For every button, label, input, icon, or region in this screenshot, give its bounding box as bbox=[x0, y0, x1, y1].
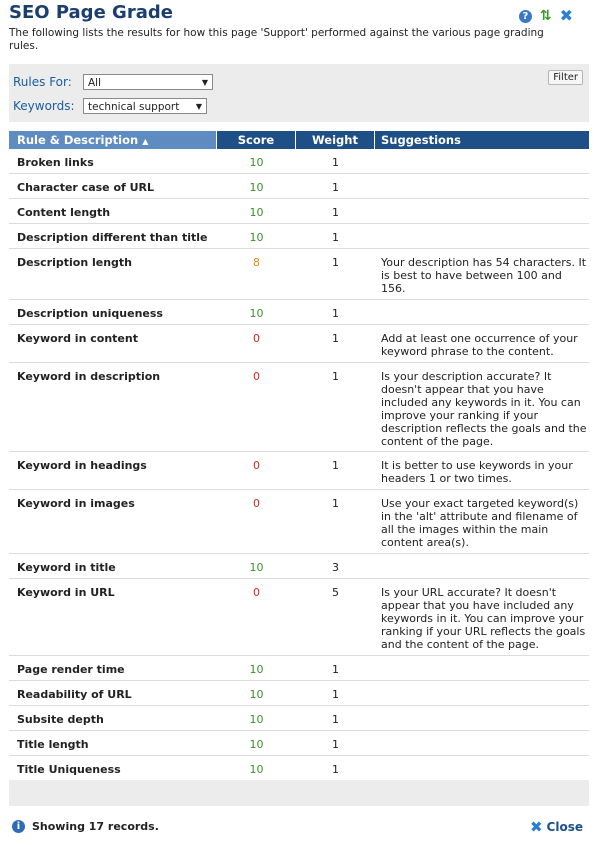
rule-cell: Readability of URL bbox=[17, 688, 132, 701]
score-cell: 0 bbox=[253, 370, 260, 383]
keywords-select[interactable] bbox=[83, 98, 207, 114]
chevron-down-icon: ▼ bbox=[201, 78, 208, 87]
suggestion-cell bbox=[375, 706, 589, 730]
rules-for-value: All bbox=[88, 77, 102, 89]
column-header-suggestions[interactable]: Suggestions bbox=[381, 133, 461, 147]
suggestion-cell: Use your exact targeted keyword(s) in the 'alt' attribute and filename of all the images within the main content area(s). bbox=[381, 497, 579, 549]
score-cell: 10 bbox=[249, 181, 264, 194]
weight-cell: 1 bbox=[332, 688, 339, 701]
rule-cell: Description uniqueness bbox=[17, 307, 163, 320]
weight-cell: 1 bbox=[332, 459, 339, 472]
weight-cell: 5 bbox=[332, 586, 339, 599]
weight-cell: 1 bbox=[332, 181, 339, 194]
table-row[interactable] bbox=[9, 174, 589, 199]
rule-cell: Broken links bbox=[17, 156, 94, 169]
weight-cell: 1 bbox=[332, 156, 339, 169]
score-cell: 10 bbox=[249, 713, 264, 726]
score-cell: 10 bbox=[249, 156, 264, 169]
weight-cell: 1 bbox=[332, 307, 339, 320]
suggestion-cell: Add at least one occurrence of your keyword phrase to the content. bbox=[381, 332, 578, 358]
suggestion-cell bbox=[375, 756, 589, 780]
suggestion-cell: Is your description accurate? It doesn't appear that you have included any keywords in it. You can improve your ranking if your description reflects the goals and the content of the page. bbox=[381, 370, 587, 448]
score-cell: 0 bbox=[253, 497, 260, 510]
score-cell: 10 bbox=[249, 307, 264, 320]
rule-cell: Subsite depth bbox=[17, 713, 104, 726]
page-description: The following lists the results for how this page 'Support' performed against the various page grading rules. bbox=[9, 27, 544, 52]
table-row[interactable] bbox=[9, 579, 589, 656]
table-row[interactable] bbox=[9, 363, 589, 452]
score-cell: 10 bbox=[249, 663, 264, 676]
results-grid bbox=[9, 131, 589, 781]
filter-button[interactable]: Filter bbox=[548, 70, 583, 85]
info-icon: i bbox=[12, 820, 25, 833]
weight-cell: 1 bbox=[332, 738, 339, 751]
refresh-icon[interactable]: ⇅ bbox=[539, 8, 552, 24]
close-icon[interactable]: ✖ bbox=[559, 6, 573, 25]
column-header-score[interactable]: Score bbox=[217, 131, 296, 149]
sort-asc-icon: ▲ bbox=[142, 137, 149, 146]
suggestion-cell bbox=[375, 731, 589, 755]
weight-cell: 1 bbox=[332, 497, 339, 510]
weight-cell: 3 bbox=[332, 561, 339, 574]
rule-cell: Title Uniqueness bbox=[17, 763, 121, 776]
table-row[interactable] bbox=[9, 656, 589, 681]
score-cell: 10 bbox=[249, 688, 264, 701]
rule-cell: Title length bbox=[17, 738, 89, 751]
weight-cell: 1 bbox=[332, 256, 339, 269]
suggestion-cell bbox=[375, 656, 589, 680]
suggestion-cell bbox=[375, 554, 589, 578]
dialog-header bbox=[9, 2, 585, 53]
table-row[interactable] bbox=[9, 325, 589, 363]
table-row[interactable] bbox=[9, 681, 589, 706]
suggestion-cell bbox=[375, 149, 589, 173]
score-cell: 10 bbox=[249, 561, 264, 574]
weight-cell: 1 bbox=[332, 663, 339, 676]
table-row[interactable] bbox=[9, 756, 589, 781]
suggestion-cell bbox=[375, 681, 589, 705]
weight-cell: 1 bbox=[332, 713, 339, 726]
rule-cell: Description different than title bbox=[17, 231, 208, 244]
table-row[interactable] bbox=[9, 224, 589, 249]
rule-cell: Character case of URL bbox=[17, 181, 155, 194]
table-row[interactable] bbox=[9, 199, 589, 224]
suggestion-cell bbox=[375, 174, 589, 198]
table-row[interactable] bbox=[9, 554, 589, 579]
keywords-value: technical support bbox=[88, 101, 180, 113]
filter-panel bbox=[9, 64, 589, 122]
score-cell: 0 bbox=[253, 332, 260, 345]
score-cell: 10 bbox=[249, 763, 264, 776]
rule-cell: Keyword in description bbox=[17, 370, 161, 383]
suggestion-cell bbox=[375, 224, 589, 248]
table-row[interactable] bbox=[9, 490, 589, 554]
column-rule-label: Rule & Description bbox=[17, 133, 139, 147]
chevron-down-icon: ▼ bbox=[195, 102, 202, 111]
weight-cell: 1 bbox=[332, 206, 339, 219]
suggestion-cell bbox=[375, 300, 589, 324]
close-button[interactable] bbox=[530, 818, 583, 836]
weight-cell: 1 bbox=[332, 370, 339, 383]
status-bar bbox=[12, 820, 159, 833]
rule-cell: Page render time bbox=[17, 663, 125, 676]
rule-cell: Keyword in headings bbox=[17, 459, 147, 472]
table-row[interactable] bbox=[9, 706, 589, 731]
suggestion-cell: It is better to use keywords in your headers 1 or two times. bbox=[381, 459, 573, 485]
rule-cell: Description length bbox=[17, 256, 133, 269]
header-toolbar bbox=[519, 6, 573, 25]
grid-header bbox=[9, 131, 589, 149]
weight-cell: 1 bbox=[332, 231, 339, 244]
rule-cell: Keyword in URL bbox=[17, 586, 115, 599]
rule-cell: Keyword in images bbox=[17, 497, 135, 510]
rule-cell: Keyword in title bbox=[17, 561, 116, 574]
table-row[interactable] bbox=[9, 300, 589, 325]
rule-cell: Keyword in content bbox=[17, 332, 138, 345]
grid-footer bbox=[9, 780, 589, 806]
table-row[interactable] bbox=[9, 452, 589, 490]
score-cell: 10 bbox=[249, 738, 264, 751]
suggestion-cell: Your description has 54 characters. It is best to have between 100 and 156. bbox=[381, 256, 587, 295]
score-cell: 8 bbox=[253, 256, 260, 269]
record-count: Showing 17 records. bbox=[32, 820, 159, 833]
rules-for-label: Rules For: bbox=[13, 75, 72, 89]
weight-cell: 1 bbox=[332, 332, 339, 345]
rule-cell: Content length bbox=[17, 206, 111, 219]
table-row[interactable] bbox=[9, 249, 589, 300]
weight-cell: 1 bbox=[332, 763, 339, 776]
close-label: Close bbox=[546, 820, 583, 834]
table-row[interactable] bbox=[9, 731, 589, 756]
score-cell: 0 bbox=[253, 459, 260, 472]
rules-for-select[interactable] bbox=[83, 74, 213, 90]
table-row[interactable] bbox=[9, 149, 589, 174]
score-cell: 10 bbox=[249, 206, 264, 219]
help-icon[interactable]: ? bbox=[519, 10, 532, 23]
column-header-weight[interactable]: Weight bbox=[296, 131, 375, 149]
grid-body bbox=[9, 149, 589, 781]
close-icon: ✖ bbox=[529, 818, 543, 836]
score-cell: 0 bbox=[253, 586, 260, 599]
suggestion-cell bbox=[375, 199, 589, 223]
score-cell: 10 bbox=[249, 231, 264, 244]
page-title: SEO Page Grade bbox=[9, 2, 173, 23]
column-header-rule[interactable] bbox=[9, 131, 217, 149]
suggestion-cell: Is your URL accurate? It doesn't appear that you have included any keywords in it. You can improve your ranking if your URL reflects the goals and the content of the page. bbox=[381, 586, 586, 651]
keywords-label: Keywords: bbox=[13, 99, 75, 113]
